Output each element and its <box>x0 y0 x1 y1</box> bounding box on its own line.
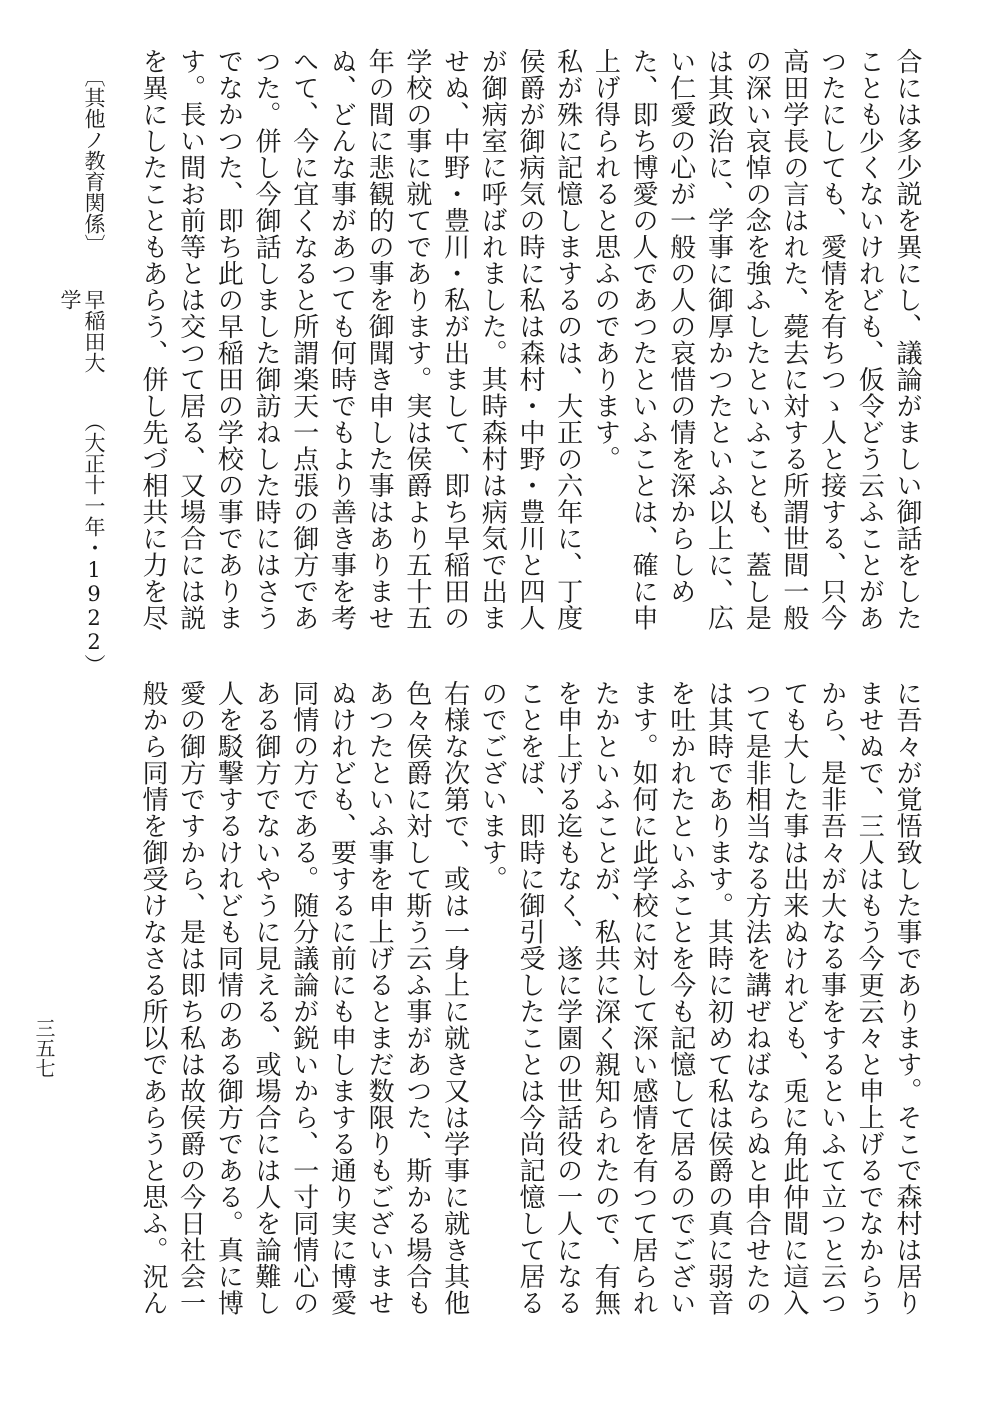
paragraph: 合には多少説を異にし、議論がましい御話をしたことも少くないけれども、仮令どう云ふことがあつたにしても、愛情を有ちつゝ人と接する、只今高田学長の言はれた、薨去に対する所謂世間一般の深い哀悼の念を強ふしたといふことも、蓋し是は其政治に、学事に御厚かつたといふ以上に、広い仁愛の心が一般の人の哀惜の情を深からしめた、即ち博愛の人であつたといふことは、確に申上げ得られると思ふのであります。 <box>590 48 922 631</box>
upper-text-block <box>135 48 925 648</box>
paragraph: 私が殊に記憶しまするのは、大正の六年に、丁度侯爵が御病気の時に私は森村・中野・豊川と四人が御病室に呼ばれました。其時森村は病気で出ませぬ、中野・豊川・私が出まして、即ち早稲田の学校の事に就てであります。実は侯爵より五十五年の間に悲観的の事を御聞き申した事はありませぬ、どんな事があつても何時でもより善き事を考へて、今に宜くなると所謂楽天一点張の御方であつた。併し今御話しました御訪ねした時にはさうでなかつた、即ち此の早稲田の学校の事であります。長い間お前等とは交つて居る、又場合には説を異にしたこともあらう、併し先づ相共に力を尽 <box>137 48 583 631</box>
lower-text-block <box>135 680 925 1335</box>
paragraph: に吾々が覚悟致した事であります。そこで森村は居りませぬで、三人はもう今更云々と申上げるでなからうから、是非吾々が大なる事をするといふて立つと云つても大した事は出来ぬけれども、兎に角此仲間に這入つて是非相当なる方法を講ぜねばならぬと申合せたのは其時であります。其時に初めて私は侯爵の真に弱音を吐かれたといふことを今も記憶して居るのでございます。如何に此学校に対して深い感情を有つて居られたかといふことが、私共に深く親知られたので、有無を申上げる迄もなく、遂に学園の世話役の一人になることをば、即時に御引受したことは今尚記憶して居るのでございます。 <box>477 680 922 1316</box>
year-label: （大正十一年・1922） <box>82 410 106 675</box>
paragraph: 右様な次第で、或は一身上に就き又は学事に就き其他色々侯爵に対して斯う云ふ事があつた、斯かる場合もあつたといふ事を申上げるとまだ数限りもございませぬけれども、要するに前にも申しまする通り実に博愛同情の方である。随分議論が鋭いから、一寸同情心のある御方でないやうに見える、或場合には人を論難し人を駁撃するけれども同情のある御方である。真に博愛の御方ですから、是は即ち私は故侯爵の今日社会一般から同情を御受けなさる所以であらうと思ふ。況ん <box>137 680 470 1316</box>
publisher-label: 早稲田大学 <box>58 288 106 373</box>
section-label: 〔其他ノ教育関係〕 <box>82 66 106 255</box>
running-head <box>58 66 106 675</box>
page-number: 三五七 <box>32 1018 56 1078</box>
